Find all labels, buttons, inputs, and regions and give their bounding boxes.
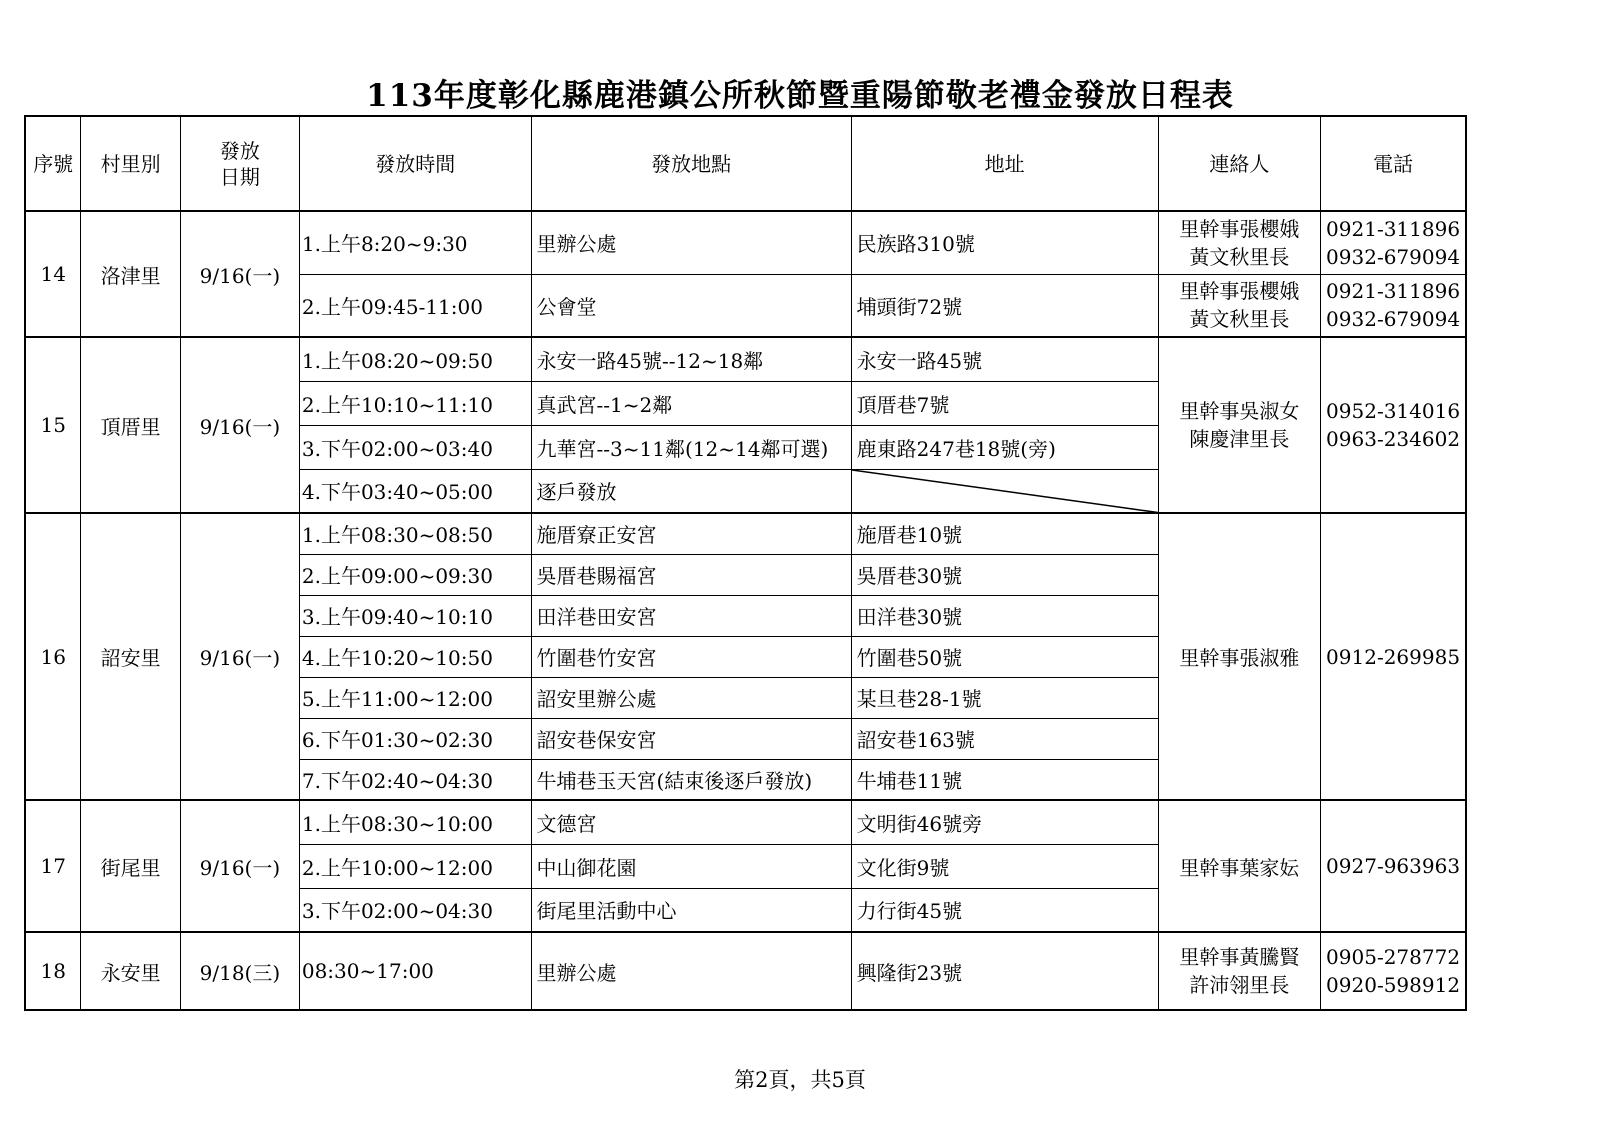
location-cell: 竹圍巷竹安宮: [531, 636, 851, 677]
seq-cell: 14: [25, 211, 81, 337]
location-cell: 詔安巷保安宮: [531, 718, 851, 759]
time-cell: 3.下午02:00~03:40: [299, 425, 531, 469]
village-cell: 詔安里: [81, 513, 181, 800]
seq-cell: 15: [25, 337, 81, 513]
phone-line: 0932-679094: [1326, 307, 1461, 332]
location-cell: 田洋巷田安宮: [531, 595, 851, 636]
address-cell: 施厝巷10號: [851, 513, 1158, 554]
time-cell: 3.上午09:40~10:10: [299, 595, 531, 636]
phone-line: 0905-278772: [1326, 945, 1461, 969]
location-cell: 永安一路45號--12~18鄰: [531, 337, 851, 381]
address-cell-empty-diagonal: [851, 469, 1158, 513]
contact-line: 黃文秋里長: [1189, 244, 1290, 269]
location-cell: 牛埔巷玉天宮(結束後逐戶發放): [531, 759, 851, 800]
contact-line: 里幹事張櫻娥: [1179, 279, 1300, 304]
address-cell: 力行街45號: [851, 888, 1158, 932]
address-cell: 文化街9號: [851, 844, 1158, 888]
location-cell: 文德宮: [531, 800, 851, 844]
address-cell: 田洋巷30號: [851, 595, 1158, 636]
seq-cell: 16: [25, 513, 81, 800]
address-cell: 埔頭街72號: [851, 274, 1158, 337]
location-cell: 真武宮--1~2鄰: [531, 381, 851, 425]
time-cell: 2.上午10:00~12:00: [299, 844, 531, 888]
time-cell: 5.上午11:00~12:00: [299, 677, 531, 718]
address-cell: 文明街46號旁: [851, 800, 1158, 844]
group-17: [25, 800, 1466, 932]
date-cell: 9/16(一): [180, 211, 299, 337]
table-row: [25, 932, 1466, 1010]
address-cell: 興隆街23號: [851, 932, 1158, 1010]
location-cell: 街尾里活動中心: [531, 888, 851, 932]
phone-cell: [1321, 337, 1466, 513]
address-cell: 詔安巷163號: [851, 718, 1158, 759]
phone-cell: [1321, 932, 1466, 1010]
time-cell: 2.上午09:45-11:00: [299, 274, 531, 337]
time-cell: 1.上午8:20~9:30: [299, 211, 531, 274]
phone-cell: 0927-963963: [1321, 800, 1466, 932]
location-cell: 公會堂: [531, 274, 851, 337]
address-cell: 某旦巷28-1號: [851, 677, 1158, 718]
time-cell: 1.上午08:30~08:50: [299, 513, 531, 554]
time-cell: 4.上午10:20~10:50: [299, 636, 531, 677]
header-date-line2: 日期: [219, 164, 260, 189]
location-cell: 里辦公處: [531, 211, 851, 274]
phone-line: 0920-598912: [1326, 973, 1461, 997]
village-cell: 永安里: [81, 932, 181, 1010]
page-footer: 第2頁，共5頁: [734, 1068, 866, 1092]
location-cell: 詔安里辦公處: [531, 677, 851, 718]
header-contact: 連絡人: [1158, 116, 1321, 211]
time-cell: 6.下午01:30~02:30: [299, 718, 531, 759]
village-cell: 頂厝里: [81, 337, 181, 513]
header-row: [25, 116, 1466, 211]
address-cell: 民族路310號: [851, 211, 1158, 274]
contact-line: 里幹事吳淑女: [1179, 399, 1300, 423]
date-cell: 9/16(一): [180, 800, 299, 932]
location-cell: 九華宮--3~11鄰(12~14鄰可選): [531, 425, 851, 469]
schedule-table: [24, 115, 1467, 1011]
address-cell: 鹿東路247巷18號(旁): [851, 425, 1158, 469]
group-14: [25, 211, 1466, 337]
contact-line: 里幹事張櫻娥: [1179, 216, 1300, 241]
time-cell: 3.下午02:00~04:30: [299, 888, 531, 932]
location-cell: 施厝寮正安宮: [531, 513, 851, 554]
address-cell: 頂厝巷7號: [851, 381, 1158, 425]
phone-line: 0921-311896: [1326, 216, 1461, 241]
date-cell: 9/16(一): [180, 337, 299, 513]
contact-cell: [1158, 274, 1321, 337]
header-time: 發放時間: [299, 116, 531, 211]
phone-line: 0963-234602: [1326, 427, 1461, 451]
time-cell: 2.上午10:10~11:10: [299, 381, 531, 425]
time-cell: 2.上午09:00~09:30: [299, 554, 531, 595]
table-row: [25, 800, 1466, 844]
phone-line: 0921-311896: [1326, 279, 1461, 304]
header-seq: 序號: [25, 116, 81, 211]
location-cell: 吳厝巷賜福宮: [531, 554, 851, 595]
contact-cell: 里幹事張淑雅: [1158, 513, 1321, 800]
table-row: [25, 513, 1466, 554]
contact-line: 黃文秋里長: [1189, 307, 1290, 332]
header-date-line1: 發放: [219, 138, 260, 163]
phone-cell: [1321, 274, 1466, 337]
location-cell: 中山御花園: [531, 844, 851, 888]
header-address: 地址: [851, 116, 1158, 211]
address-cell: 吳厝巷30號: [851, 554, 1158, 595]
group-18: [25, 932, 1466, 1010]
header-phone: 電話: [1321, 116, 1466, 211]
header-date: [180, 116, 299, 211]
table-row: [25, 337, 1466, 381]
group-16: [25, 513, 1466, 800]
table-row: [25, 211, 1466, 274]
time-cell: 08:30~17:00: [299, 932, 531, 1010]
contact-line: 許沛翎里長: [1189, 973, 1290, 997]
village-cell: 洛津里: [81, 211, 181, 337]
phone-line: 0952-314016: [1326, 399, 1461, 423]
address-cell: 竹圍巷50號: [851, 636, 1158, 677]
contact-cell: [1158, 337, 1321, 513]
page-title: 113年度彰化縣鹿港鎮公所秋節暨重陽節敬老禮金發放日程表: [366, 78, 1234, 114]
header-location: 發放地點: [531, 116, 851, 211]
phone-cell: 0912-269985: [1321, 513, 1466, 800]
contact-cell: [1158, 932, 1321, 1010]
header-village: 村里別: [81, 116, 181, 211]
contact-cell: 里幹事葉家妘: [1158, 800, 1321, 932]
date-cell: 9/16(一): [180, 513, 299, 800]
time-cell: 4.下午03:40~05:00: [299, 469, 531, 513]
seq-cell: 17: [25, 800, 81, 932]
village-cell: 街尾里: [81, 800, 181, 932]
time-cell: 1.上午08:30~10:00: [299, 800, 531, 844]
group-15: [25, 337, 1466, 513]
phone-line: 0932-679094: [1326, 244, 1461, 269]
address-cell: 牛埔巷11號: [851, 759, 1158, 800]
contact-line: 陳慶津里長: [1189, 427, 1290, 451]
seq-cell: 18: [25, 932, 81, 1010]
date-cell: 9/18(三): [180, 932, 299, 1010]
time-cell: 1.上午08:20~09:50: [299, 337, 531, 381]
contact-line: 里幹事黃騰賢: [1179, 945, 1300, 969]
time-cell: 7.下午02:40~04:30: [299, 759, 531, 800]
diagonal-slash: [852, 470, 1158, 513]
phone-cell: [1321, 211, 1466, 274]
location-cell: 逐戶發放: [531, 469, 851, 513]
address-cell: 永安一路45號: [851, 337, 1158, 381]
location-cell: 里辦公處: [531, 932, 851, 1010]
contact-cell: [1158, 211, 1321, 274]
